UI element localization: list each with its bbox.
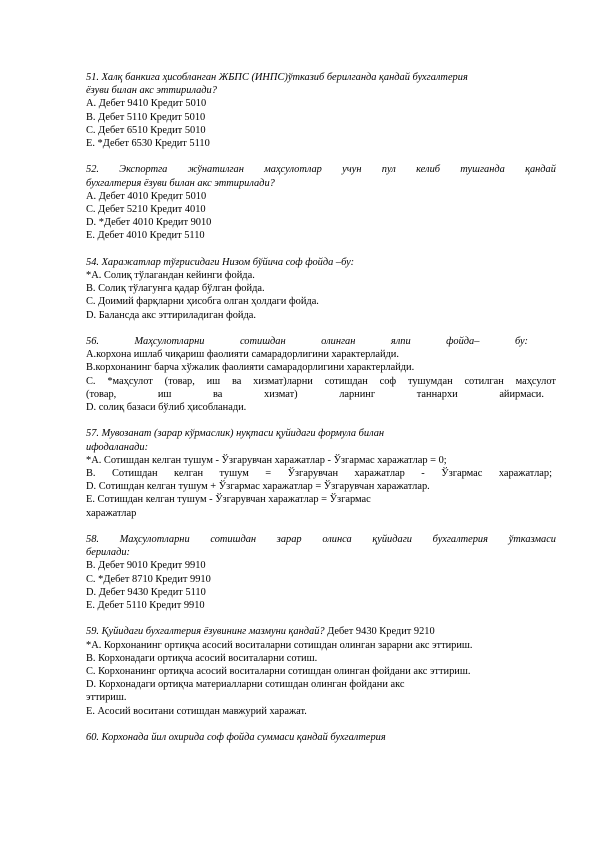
answer-54-a: *А. Солиқ тўлагандан кейинги фойда. <box>86 270 255 282</box>
answer-52-d: D. *Дебет 4010 Кредит 9010 <box>86 217 212 229</box>
question-57-text: 57. Мувозанат (зарар кўрмаслик) нуқтаси қуйидаги формула билан <box>86 428 385 440</box>
answer-56-b: В.корхонанинг барча хўжалик фаолияти самарадорлигини характерлайди. <box>86 362 415 374</box>
answer-51-c: С. Дебет 6510 Кредит 5010 <box>86 124 206 136</box>
answer-56-d: D. солиқ базаси бўлиб ҳисобланади. <box>86 402 247 414</box>
answer-59-d: D. Корхонадаги ортиқча материалларни сотишдан олинган фойдани акс <box>86 679 405 691</box>
answer-52-e: Е. Дебет 4010 Кредит 5110 <box>86 230 205 242</box>
answer-51-e: Е. *Дебет 6530 Кредит 5110 <box>86 138 210 150</box>
question-59-text: 59. Қуйидаги бухгалтерия ёзувининг мазмуни қандай? Дебет 9430 Кредит 9210 <box>86 626 435 638</box>
answer-57-d: D. Сотишдан келган тушум + Ўзгармас харажатлар = Ўзгарувчан харажатлар. <box>86 481 430 493</box>
answer-52-c: С. Дебет 5210 Кредит 4010 <box>86 204 206 216</box>
question-51-text-cont: ёзуви билан акс эттирилади? <box>86 85 217 97</box>
answer-56-a: А.корхона ишлаб чиқариш фаолияти самарадорлигини характерлайди. <box>86 349 399 361</box>
question-58-text: 58. Маҳсулотларни сотишдан зарар олинса қуйидаги бухгалтерия ўтказмаси <box>86 534 556 546</box>
answer-58-b: В. Дебет 9010 Кредит 9910 <box>86 560 206 572</box>
answer-59-c: С. Корхонанинг ортиқча асосий воситаларни сотишдан олинган фойдани акс эттириш. <box>86 666 471 678</box>
answer-51-a: А. Дебет 9410 Кредит 5010 <box>86 98 207 110</box>
answer-59-e: Е. Асосий воситани сотишдан мавжурий харажат. <box>86 705 307 717</box>
question-54-text: 54. Харажатлар тўғрисидаги Низом бўйича соф фойда –бу: <box>86 256 355 268</box>
answer-51-b: В. Дебет 5110 Кредит 5010 <box>86 111 206 123</box>
answer-54-d: D. Балансда акс эттириладиган фойда. <box>86 309 256 321</box>
question-58-text-cont: берилади: <box>86 547 130 559</box>
answer-59-a: *А. Корхонанинг ортиқча асосий воситаларни сотишдан олинган зарарни акс эттириш. <box>86 639 473 651</box>
answer-57-a: *А. Сотишдан келган тушум - Ўзгарувчан харажатлар - Ўзгармас харажатлар = 0; <box>86 454 447 466</box>
document-page <box>86 71 556 744</box>
answer-59-b: В. Корхонадаги ортиқча асосий воситаларни сотиш. <box>86 652 318 664</box>
answer-52-a: А. Дебет 4010 Кредит 5010 <box>86 190 207 202</box>
answer-57-b: В. Сотишдан келган тушум = Ўзгарувчан харажатлар - Ўзгармас харажатлар; <box>86 468 552 480</box>
answer-58-d: D. Дебет 9430 Кредит 5110 <box>86 586 206 598</box>
answer-56-c-cont: (товар, иш ва хизмат) ларнинг таннархи айирмаси. <box>86 388 544 400</box>
question-52-text: 52. Экспортга жўнатилган маҳсулотлар учун пул келиб тушганда қандай <box>86 164 556 176</box>
question-57-text-cont: ифодаланади: <box>86 441 149 453</box>
question-51-text: 51. Халқ банкига ҳисобланган ЖБПС (ИНПС)ўтказиб берилганда қандай бухгалтерия <box>86 72 468 83</box>
answer-56-c: С. *маҳсулот (товар, иш ва хизмат)ларни сотишдан соф тушумдан сотилган маҳсулот <box>86 375 556 387</box>
question-52-text-cont: бухгалтерия ёзуви билан акс эттирилади? <box>86 177 275 189</box>
answer-59-d-cont: эттириш. <box>86 692 127 704</box>
question-56-text: 56. Маҳсулотларни сотишдан олинган ялпи фойда– бу: <box>86 336 528 348</box>
answer-57-e-cont: харажатлар <box>86 507 137 519</box>
answer-54-b: В. Солиқ тўлагунга қадар бўлган фойда. <box>86 283 265 295</box>
answer-58-c: С. *Дебет 8710 Кредит 9910 <box>86 573 211 585</box>
answer-58-e: Е. Дебет 5110 Кредит 9910 <box>86 600 205 612</box>
answer-57-e: Е. Сотишдан келган тушум - Ўзгарувчан харажатлар = Ўзгармас <box>86 494 371 506</box>
answer-54-c: С. Доимий фарқларни ҳисобга олган ҳолдаги фойда. <box>86 296 319 308</box>
question-60-text: 60. Корхонада йил охирида соф фойда суммаси қандай бухгалтерия <box>86 732 386 744</box>
